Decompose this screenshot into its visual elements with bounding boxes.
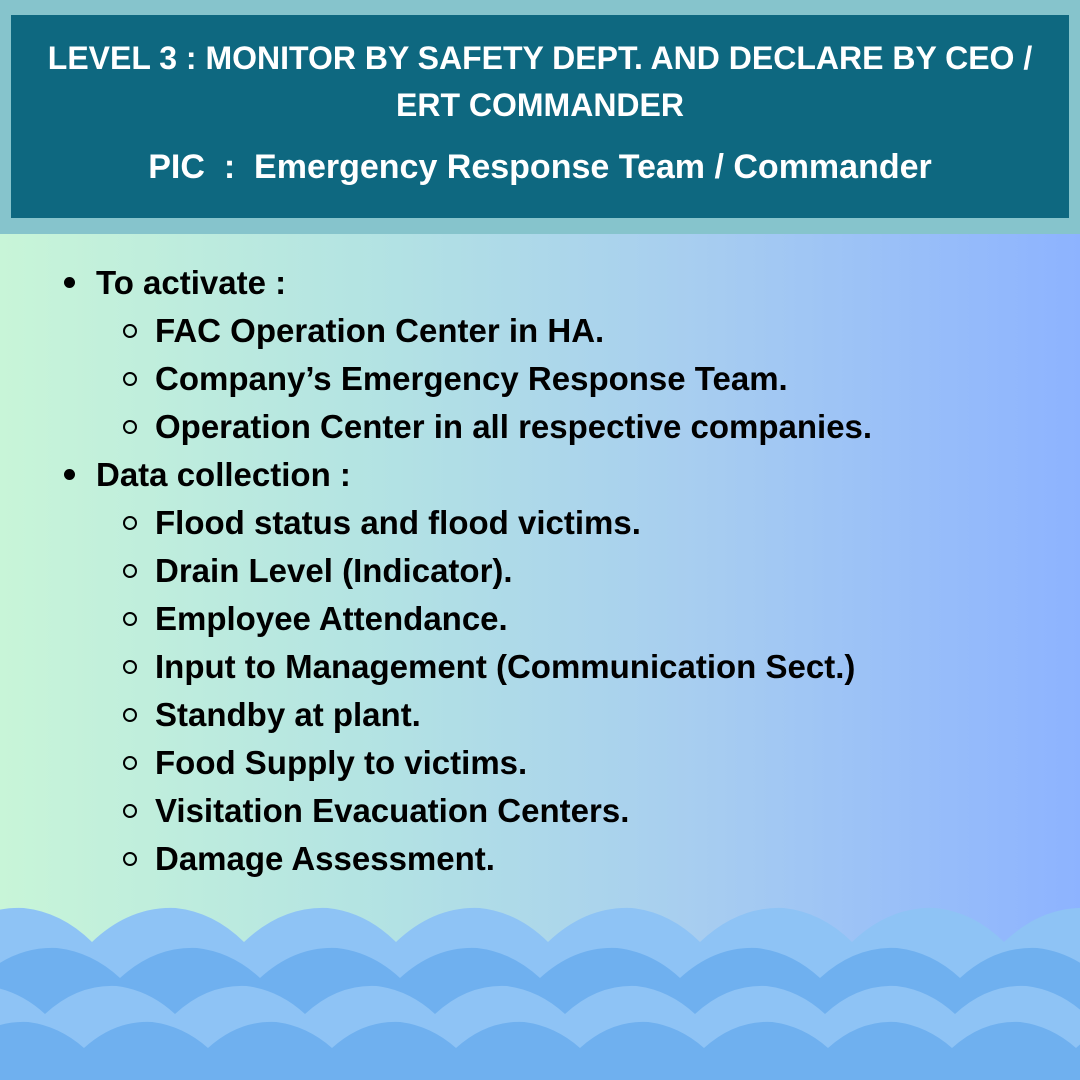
section-activate [60,259,1040,451]
ring-bullet-icon [123,756,137,770]
section-heading [60,259,1040,307]
list-item-label: Standby at plant. [155,696,421,733]
list-item-label: Drain Level (Indicator). [155,552,513,589]
list-item-label: Damage Assessment. [155,840,495,877]
list-item [60,835,1040,883]
wave-decoration [0,900,1080,1080]
list-item [60,547,1040,595]
ring-bullet-icon [123,324,137,338]
list-item [60,691,1040,739]
section-data-collection [60,451,1040,883]
list-item [60,595,1040,643]
list-item-label: FAC Operation Center in HA. [155,312,605,349]
list-item-label: Food Supply to victims. [155,744,528,781]
list-item-label: Flood status and flood victims. [155,504,641,541]
content-list [60,259,1040,883]
list-item-label: Input to Management (Communication Sect.) [155,648,856,685]
ring-bullet-icon [123,564,137,578]
list-item [60,499,1040,547]
list-item-label: Operation Center in all respective companies. [155,408,873,445]
section-heading-label: Data collection : [96,456,351,493]
header-box [11,15,1069,218]
list-item-label: Employee Attendance. [155,600,508,637]
list-item-label: Company’s Emergency Response Team. [155,360,788,397]
list-item [60,403,1040,451]
ring-bullet-icon [123,372,137,386]
ring-bullet-icon [123,420,137,434]
list-item-label: Visitation Evacuation Centers. [155,792,630,829]
list-item [60,355,1040,403]
ring-bullet-icon [123,852,137,866]
ring-bullet-icon [123,804,137,818]
list-item [60,787,1040,835]
bullet-icon [64,277,75,288]
list-item [60,739,1040,787]
list-item [60,643,1040,691]
pic-line: PIC : Emergency Response Team / Commander [148,148,932,186]
ring-bullet-icon [123,660,137,674]
page-title: LEVEL 3 : MONITOR BY SAFETY DEPT. AND DECLARE BY CEO / ERT COMMANDER [47,40,1033,123]
section-heading [60,451,1040,499]
wave-row [0,1022,1080,1080]
ring-bullet-icon [123,708,137,722]
bullet-icon [64,469,75,480]
list-item [60,307,1040,355]
ring-bullet-icon [123,612,137,626]
section-heading-label: To activate : [96,264,287,301]
ring-bullet-icon [123,516,137,530]
